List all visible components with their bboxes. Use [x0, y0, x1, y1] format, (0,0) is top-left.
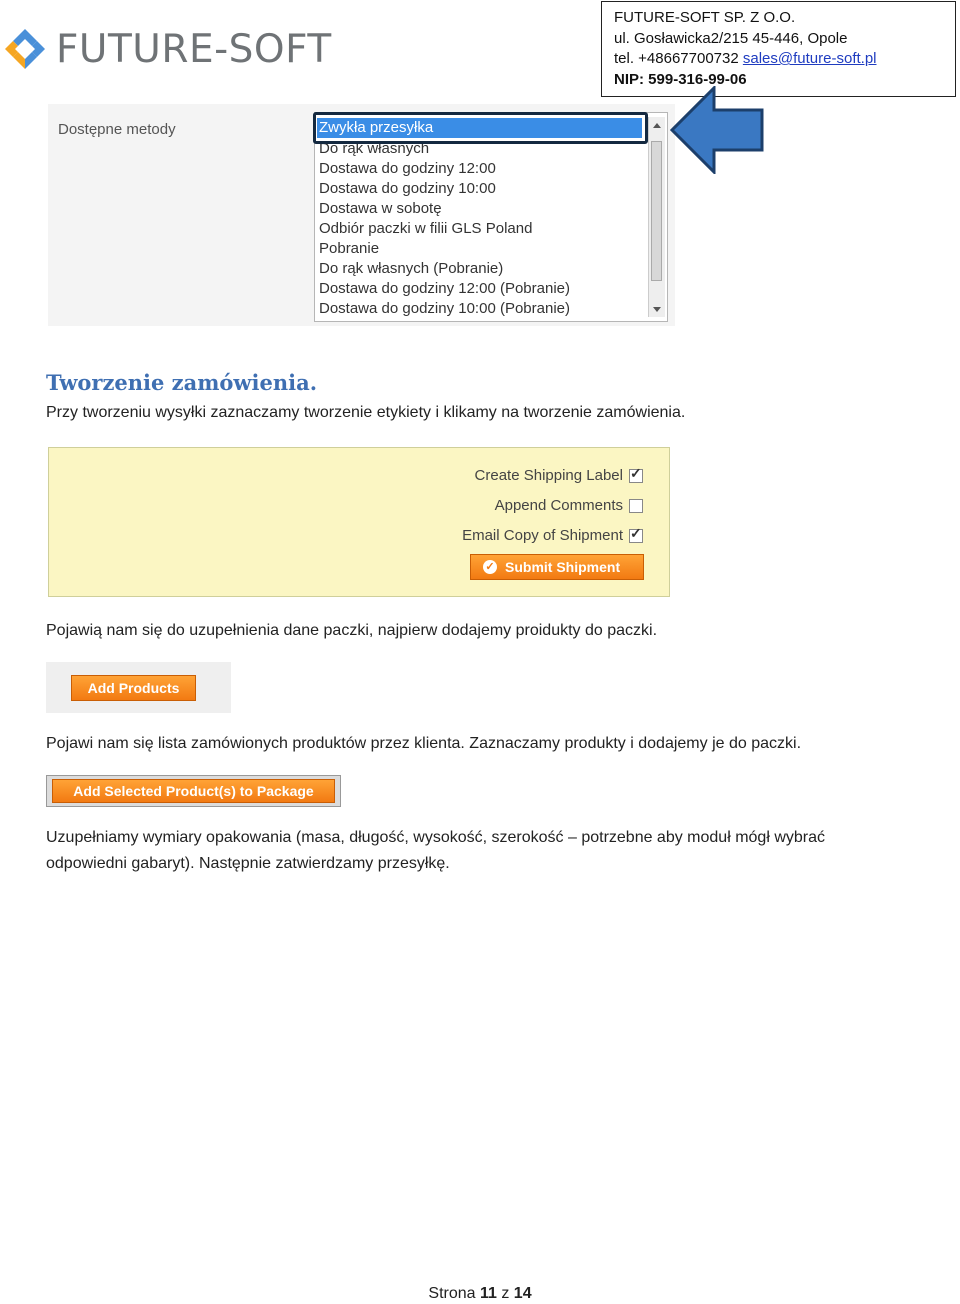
pointer-arrow-icon [670, 86, 766, 174]
selection-highlight-frame [313, 112, 648, 144]
add-products-screenshot [46, 662, 231, 713]
section-heading: Tworzenie zamówienia. [46, 370, 318, 395]
company-nip: NIP: 599-316-99-06 [614, 70, 747, 88]
create-label-checkbox[interactable] [629, 469, 643, 483]
method-option[interactable]: Odbiór paczki w filii GLS Poland [319, 220, 533, 237]
create-label-text: Create Shipping Label [474, 467, 623, 484]
submit-shipment-label: Submit Shipment [505, 559, 621, 575]
method-option[interactable]: Do rąk własnych [319, 140, 430, 157]
company-name: FUTURE-SOFT SP. Z O.O. [614, 9, 796, 26]
add-products-label: Add Products [87, 680, 180, 696]
append-comments-checkbox[interactable] [629, 499, 643, 513]
shipment-options-screenshot [48, 447, 670, 597]
method-option[interactable]: Pobranie [319, 240, 380, 257]
paragraph-dimensions-line1: Uzupełniamy wymiary opakowania (masa, długość, wysokość, szerokość – potrzebne aby moduł mógł wybrać [46, 829, 825, 846]
scroll-down-icon[interactable] [653, 307, 661, 312]
logo-mark-icon [2, 26, 48, 72]
add-selected-screenshot [46, 775, 341, 807]
scroll-up-icon[interactable] [653, 123, 661, 128]
paragraph-dimensions-line2: odpowiedni gabaryt). Następnie zatwierdzamy przesyłkę. [46, 855, 450, 872]
page-footer [0, 1285, 960, 1303]
paragraph-add-products: Pojawią nam się do uzupełnienia dane paczki, najpierw dodajemy proidukty do paczki. [46, 622, 658, 639]
email-link[interactable]: sales@future-soft.pl [742, 50, 877, 67]
shipping-methods-screenshot [48, 104, 675, 326]
add-selected-label: Add Selected Product(s) to Package [73, 783, 314, 799]
listbox-scrollbar[interactable] [648, 117, 665, 317]
method-option[interactable]: Zwykła przesyłka [317, 118, 642, 138]
submit-shipment-button[interactable] [470, 554, 644, 580]
create-label-row [475, 467, 643, 484]
methods-label: Dostępne metody [58, 121, 176, 138]
footer-prefix: Strona [428, 1285, 480, 1302]
company-phone-line [614, 49, 955, 70]
company-logo [2, 26, 332, 72]
check-circle-icon: ✓ [483, 560, 497, 574]
email-copy-row [462, 527, 643, 544]
method-option[interactable]: Do rąk własnych (Pobranie) [319, 260, 504, 277]
footer-separator: z [496, 1285, 514, 1302]
email-copy-text: Email Copy of Shipment [462, 527, 623, 544]
logo-text: FUTURE-SOFT [56, 26, 332, 72]
company-address: ul. Gosławicka2/215 45-446, Opole [614, 29, 848, 47]
contact-box [601, 1, 956, 97]
method-option[interactable]: Dostawa do godziny 10:00 (Pobranie) [319, 300, 570, 317]
email-copy-checkbox[interactable] [629, 529, 643, 543]
method-option[interactable]: Dostawa do godziny 12:00 (Pobranie) [319, 280, 570, 297]
phone-text: tel. +48667700732 [614, 50, 743, 67]
scroll-thumb[interactable] [651, 141, 662, 281]
section-intro: Przy tworzeniu wysyłki zaznaczamy tworzenie etykiety i klikamy na tworzenie zamówienia. [46, 404, 686, 421]
add-selected-products-button[interactable] [52, 779, 335, 803]
method-option[interactable]: Dostawa do godziny 10:00 [319, 180, 496, 197]
paragraph-select-products: Pojawi nam się lista zamówionych produktów przez klienta. Zaznaczamy produkty i dodajemy je do paczki. [46, 735, 802, 752]
page-total: 14 [513, 1285, 532, 1302]
append-comments-row [495, 497, 643, 514]
method-option[interactable]: Dostawa w sobotę [319, 200, 442, 217]
add-products-button[interactable] [71, 675, 196, 701]
page-number: 11 [479, 1285, 497, 1302]
method-option[interactable]: Dostawa do godziny 12:00 [319, 160, 496, 177]
append-comments-text: Append Comments [494, 497, 623, 514]
